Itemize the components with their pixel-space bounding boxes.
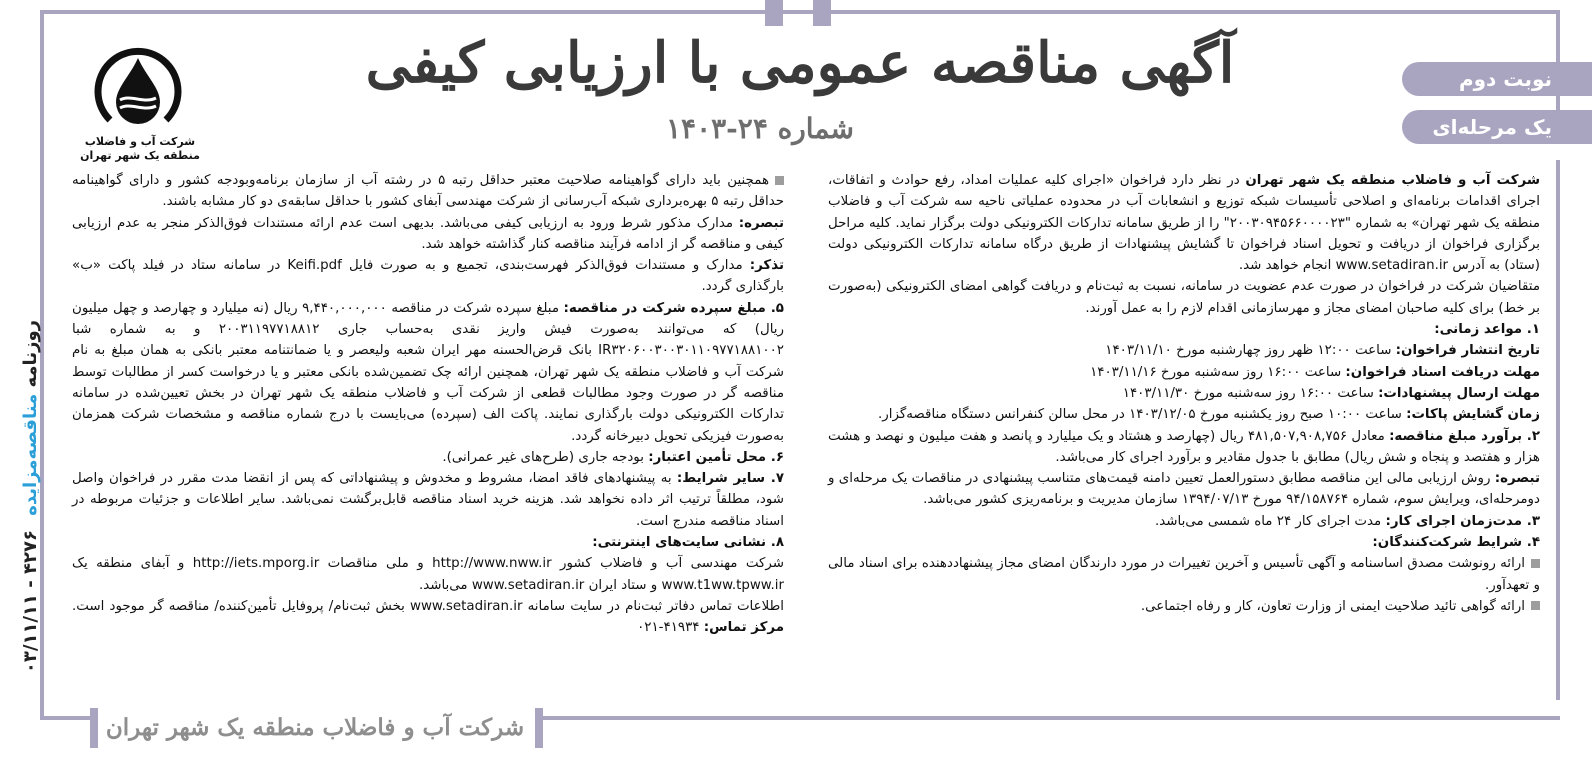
reminder-label: تذکر: bbox=[749, 258, 784, 274]
footer-company-name: شرکت آب و فاضلاب منطقه یک شهر تهران bbox=[105, 714, 525, 741]
websites-title: ۸. نشانی سایت‌های اینترنتی: bbox=[592, 535, 784, 551]
contact-paragraph bbox=[72, 596, 784, 639]
logo-caption-line1: شرکت آب و فاضلاب bbox=[84, 135, 196, 148]
publish-date-value: ساعت ۱۲:۰۰ ظهر روز چهارشنبه مورخ ۱۴۰۳/۱۱/۱۰ bbox=[1105, 343, 1396, 359]
opening-time-label: زمان گشایش پاکات: bbox=[1406, 407, 1540, 423]
contact-text: اطلاعات تماس دفاتر ثبت‌نام در سایت سامانه www.setadiran.ir بخش ثبت‌نام/ پروفایل تأمین‌کننده/ مناقصه گر موجود است. bbox=[72, 598, 784, 614]
condition-item-2 bbox=[828, 596, 1540, 617]
funding-label: ۶. محل تأمین اعتبار: bbox=[648, 449, 784, 465]
registration-paragraph: متقاضیان شرکت در فراخوان در صورت عدم عضویت در سامانه، نسبت به ثبت‌نام و دریافت گواهی امضای الکترونیکی (به‌صورت بر خط) برای کلیه صاحبان امضای مجاز و مهرسازمانی اقدام لازم را به عمل آورند. bbox=[828, 279, 1540, 316]
funding-text: بودجه جاری (طرح‌های غیر عمرانی). bbox=[442, 449, 649, 465]
deposit-paragraph bbox=[72, 298, 784, 447]
frame-right-border-lower bbox=[1556, 160, 1560, 700]
condition-text-2: ارائه گواهی تائید صلاحیت ایمنی از وزارت تعاون، کار و رفاه اجتماعی. bbox=[1140, 598, 1525, 614]
tender-number: شماره ۲۴-۱۴۰۳ bbox=[666, 112, 854, 145]
note-label: تبصره: bbox=[1494, 471, 1540, 487]
duration-label: ۳. مدت‌زمان اجرای کار: bbox=[1385, 513, 1540, 529]
newspaper-label: روزنامه bbox=[20, 320, 41, 388]
deposit-text: مبلغ سپرده شرکت در مناقصه ۹,۴۴۰,۰۰۰,۰۰۰ ریال (نه میلیارد و چهارصد و چهل میلیون ریال) که می‌توانند به‌صورت فیش واریز نقدی به‌حساب جاری ۲۰۰۳۱۱۹۷۷۱۸۸۱۲ و به شماره شبا IR۳۲۰۶۰۰۳۰۰۳۰۱۱۰۹۷۷۱۸۸۱۰۰۲ بانک قرض‌الحسنه مهر ایران شعبه ولیعصر و یا ضمانتنامه معتبر بانکی به همان مبلغ به نام شرکت آب و فاضلاب منطقه یک شهر تهران، همچنین ارائه چک تضمین‌شده بانکی معتبر و یا درخواست کسر از مطالبات توسط مناقصه گر در صورت وجود مطالبات قطعی از شرکت آب و فاضلاب منطقه یک شهر تهران در بخش تعیین‌شده در سامانه تدارکات الکترونیکی دولت بارگذاری نمایند. پاکت الف (سپرده) می‌بایست با درج شماره مناقصه و مشخصات شرکت همزمان به‌صورت فیزیکی تحویل دبیرخانه گردد. bbox=[72, 300, 785, 444]
docs-deadline-value: ساعت ۱۶:۰۰ روز سه‌شنبه مورخ ۱۴۰۳/۱۱/۱۶ bbox=[1090, 364, 1346, 380]
right-column bbox=[828, 170, 1540, 617]
publish-date-label: تاریخ انتشار فراخوان: bbox=[1395, 343, 1540, 359]
docs-deadline-label: مهلت دریافت اسناد فراخوان: bbox=[1345, 364, 1540, 380]
other-conditions-label: ۷. سایر شرایط: bbox=[676, 471, 784, 487]
quality-note-label: تبصره: bbox=[738, 215, 784, 231]
other-conditions-text: به پیشنهادهای فاقد امضا، مشروط و مخدوش و پیشنهاداتی که پس از انقضا مدت مقرر در فراخوان واصل شود، مطلقاً ترتیب اثر داده نخواهد شد. هزینه خرید اسناد مناقصه قابل‌برگشت نمی‌باشد. سایر اطلاعات و جزئیات مربوطه در اسناد مناقصه مندرج است. bbox=[72, 471, 784, 529]
newspaper-brand: مناقصه‌مزایده bbox=[20, 393, 41, 516]
frame-bottom-notch-left bbox=[90, 708, 98, 748]
square-bullet-icon bbox=[1531, 601, 1540, 610]
estimate-value: معادل ۴۸۱,۵۰۷,۹۰۸,۷۵۶ ریال (چهارصد و هشتاد و یک میلیارد و پانصد و هفت میلیون و نهصد و هشت هزار و هفتصد و پنجاه و شش ریال) مطابق با جدول مقادیر و برآورد اجرای کار می‌باشد. bbox=[828, 428, 1540, 465]
contact-center-number: ۴۱۹۳۴-۰۲۱ bbox=[637, 620, 704, 636]
frame-top-notch-left bbox=[765, 0, 783, 26]
left-column bbox=[72, 170, 784, 639]
funding-paragraph bbox=[72, 447, 784, 468]
section-1-title: ۱. مواعد زمانی: bbox=[1434, 322, 1540, 338]
page-title: آگهی مناقصه عمومی با ارزیابی کیفی bbox=[365, 30, 1235, 96]
docs-deadline-line bbox=[828, 362, 1540, 383]
section-4-title: ۴. شرایط شرکت‌کنندگان: bbox=[1372, 535, 1540, 551]
note-paragraph bbox=[828, 468, 1540, 511]
opening-time-line bbox=[828, 404, 1540, 425]
intro-paragraph bbox=[828, 170, 1540, 276]
frame-bottom-notch-right bbox=[535, 708, 543, 748]
bid-deadline-value: ساعت ۱۶:۰۰ روز سه‌شنبه مورخ ۱۴۰۳/۱۱/۳۰ bbox=[1122, 385, 1379, 401]
publish-date-line bbox=[828, 340, 1540, 361]
bid-deadline-label: مهلت ارسال پیشنهادات: bbox=[1378, 385, 1540, 401]
frame-bottom-border bbox=[540, 716, 1560, 720]
reminder-text: مدارک و مستندات فوق‌الذکر فهرست‌بندی، تجمیع و به صورت فایل Keifi.pdf در سامانه ستاد در فیلد پاکت «ب» بارگذاری گردد. bbox=[72, 258, 784, 295]
qualification-paragraph bbox=[72, 170, 784, 213]
intro-company: شرکت آب و فاضلاب منطقه یک شهر تهران bbox=[1245, 173, 1540, 188]
estimate-paragraph bbox=[828, 426, 1540, 469]
opening-time-value: ساعت ۱۰:۰۰ صبح روز یکشنبه مورخ ۱۴۰۳/۱۲/۰۵ در محل سالن کنفرانس دستگاه مناقصه‌گزار. bbox=[878, 407, 1407, 423]
quality-note-paragraph bbox=[72, 213, 784, 256]
duration-value: مدت اجرای کار ۲۴ ماه شمسی می‌باشد. bbox=[1154, 513, 1386, 529]
websites-paragraph: شرکت مهندسی آب و فاضلاب کشور http://www.nww.ir و ملی مناقصات http://iets.mporg.ir و آبفای منطقه یک www.t1ww.tpww.ir و ستاد ایران www.setadiran.ir می‌باشد. bbox=[72, 556, 784, 593]
frame-bottom-border-left bbox=[40, 716, 90, 720]
square-bullet-icon bbox=[775, 176, 784, 185]
duration-paragraph bbox=[828, 511, 1540, 532]
condition-item-1 bbox=[828, 553, 1540, 596]
bid-deadline-line bbox=[828, 383, 1540, 404]
issue-date: ۴۲۷۶ - ۰۳/۱۱/۱۱ bbox=[20, 530, 41, 674]
intro-text: در نظر دارد فراخوان «اجرای کلیه عملیات امداد، رفع حوادث و اتفاقات، اجرای اقدامات برنامه‌ای و اصلاحی تأسیسات شبکه توزیع و انشعابات آب در محدوده عملیاتی ناحیه سه شرکت آب و فاضلاب منطقه یک شهر تهران» به شماره "۲۰۰۳۰۹۴۵۶۶۰۰۰۰۲۳" را از طریق سامانه تدارکات الکترونیکی دولت برگزار نماید. کلیه مراحل برگزاری فراخوان از دریافت و تحویل اسناد فراخوان تا گشایش پیشنهادات از طریق درگاه سامانه تدارکات الکترونیکی دولت (ستاد) به آدرس www.setadiran.ir انجام خواهد شد. bbox=[828, 173, 1540, 274]
company-logo bbox=[90, 42, 186, 138]
other-conditions-paragraph bbox=[72, 468, 784, 532]
note-text: روش ارزیابی مالی این مناقصه مطابق دستورالعمل تعیین دامنه قیمت‌های متناسب پیشنهادی در مناقصات یک مرحله‌ای و دومرحله‌ای، ویرایش سوم، شماره ۹۴/۱۵۸۷۶۴ مورخ ۱۳۹۴/۰۷/۱۳ سازمان مدیریت و برنامه‌ریزی کشور می‌باشد. bbox=[828, 471, 1540, 508]
reminder-paragraph bbox=[72, 255, 784, 298]
newspaper-sidebar bbox=[16, 320, 52, 674]
deposit-label: ۵. مبلغ سپرده شرکت در مناقصه: bbox=[563, 300, 784, 316]
condition-text-1: ارائه رونوشت مصدق اساسنامه و آگهی تأسیس و آخرین تغییرات در مورد دارندگان امضای مجاز پیشنهاددهنده برای اسناد مالی و تعهدآور. bbox=[828, 556, 1540, 593]
water-drop-logo-icon bbox=[90, 42, 186, 138]
logo-caption bbox=[60, 135, 220, 163]
stage-badge: یک مرحله‌ای bbox=[1402, 110, 1592, 144]
quality-note-text: مدارک مذکور شرط ورود به ارزیابی کیفی می‌باشد. بدیهی است عدم ارائه مستندات فوق‌الذکر منجر به عدم ارزیابی کیفی و مناقصه گر از ادامه فرآیند مناقصه کنار گذاشته خواهد شد. bbox=[72, 215, 784, 252]
estimate-label: ۲. برآورد مبلغ مناقصه: bbox=[1389, 428, 1540, 444]
logo-caption-line2: منطقه یک شهر تهران bbox=[80, 149, 200, 162]
round-badge: نوبت دوم bbox=[1402, 62, 1592, 96]
contact-center-label: مرکز تماس: bbox=[703, 620, 784, 636]
frame-top-border bbox=[40, 10, 1560, 14]
frame-top-notch-right bbox=[813, 0, 831, 26]
square-bullet-icon bbox=[1531, 559, 1540, 568]
qualification-text: همچنین باید دارای گواهینامه صلاحیت معتبر حداقل رتبه ۵ در رشته آب از سازمان برنامه‌وبودجه کشور و دارای گواهینامه حداقل رتبه ۵ بهره‌برداری شبکه آب‌رسانی از شرکت مهندسی آبفای کشور با حداقل سابقه‌ی دو کار مشابه باشند. bbox=[72, 173, 784, 210]
